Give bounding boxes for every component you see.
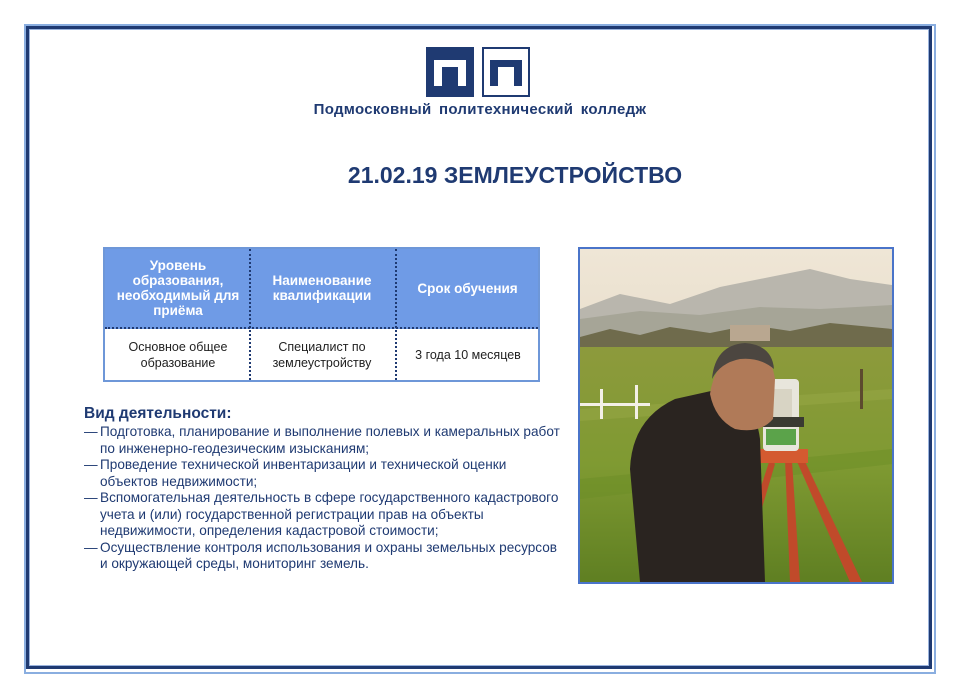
activity-list [84, 424, 564, 573]
activity-heading: Вид деятельности: [84, 405, 232, 422]
activity-section [84, 405, 564, 573]
list-item-text: Осуществление контроля использования и охраны земельных ресурсов и окружающей среды, мониторинг земель. [100, 539, 558, 571]
table-divider [249, 249, 251, 380]
list-item [84, 457, 564, 490]
list-item-text: Подготовка, планирование и выполнение полевых и камеральных работ по инженерно-геодезическим изысканиям; [100, 424, 560, 456]
header-qualification: Наименование квалификации [272, 273, 372, 303]
surveyor-photo [578, 247, 894, 584]
logo-block-outlined [482, 47, 530, 97]
cell-qualification: Специалист по землеустройству [272, 339, 372, 370]
list-item-text: Вспомогательная деятельность в сфере государственного кадастрового учета и (или) государственной регистрации прав на объекты недвижимости, определения кадастровой стоимости; [100, 490, 559, 538]
dash-icon: — [84, 539, 98, 555]
program-table [103, 247, 540, 382]
dash-icon: — [84, 490, 98, 505]
logo-block-filled [426, 47, 474, 97]
list-item [84, 424, 564, 457]
dash-icon: — [84, 457, 98, 472]
pi-letter-icon [490, 60, 522, 86]
list-item-text: Проведение технической инвентаризации и технической оценки объектов недвижимости; [100, 457, 507, 489]
list-item [84, 540, 564, 573]
cell-education-level: Основное общее образование [128, 339, 228, 370]
pi-letter-icon [434, 60, 466, 86]
list-item [84, 490, 564, 540]
surveyor-with-total-station-icon [580, 249, 892, 582]
table-divider [395, 249, 397, 380]
college-logo [426, 47, 536, 97]
header-education-level: Уровень образования, необходимый для приёма [116, 258, 240, 318]
specialty-title: 21.02.19 ЗЕМЛЕУСТРОЙСТВО [347, 162, 683, 188]
cell-duration: 3 года 10 месяцев [415, 347, 521, 362]
header-duration: Срок обучения [417, 280, 518, 296]
dash-icon: — [84, 424, 98, 439]
college-name: Подмосковный политехнический колледж [313, 101, 647, 118]
